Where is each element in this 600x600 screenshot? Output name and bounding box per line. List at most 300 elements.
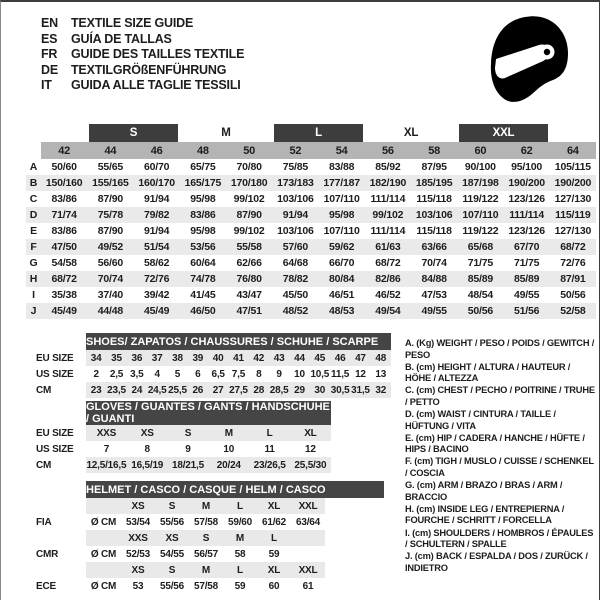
measurement-value: 123/126 [508, 193, 545, 205]
measurement-value: 70/80 [236, 161, 262, 173]
measurement-value: 87/91 [550, 271, 596, 287]
measurement-value: 177/187 [319, 175, 365, 191]
unit-label: Ø CM [90, 548, 117, 560]
size-value: 23/26,5 [249, 457, 290, 473]
language-code: EN [41, 16, 58, 30]
measurement-value: 87/90 [97, 225, 124, 237]
measurement-row [26, 207, 596, 223]
measurement-legend [405, 338, 597, 575]
helmet-size-row [26, 562, 384, 578]
measurement-value: 190/200 [550, 175, 596, 191]
measurement-value: 65/68 [457, 239, 503, 255]
helmet-size-value: 54/55 [159, 548, 185, 560]
measurement-value: 87/90 [97, 193, 124, 205]
size-value: S [168, 425, 209, 441]
measurement-value: 71/75 [513, 257, 540, 269]
measurement-value: 63/66 [411, 239, 457, 255]
guide-title: TEXTILGRÖßENFÜHRUNG [71, 62, 227, 77]
measurement-letter: A [29, 161, 38, 173]
measurement-value: 95/100 [511, 161, 543, 173]
measurement-value: 67/70 [504, 239, 550, 255]
size-value: 35 [106, 350, 126, 366]
footwear-accessory-tables [26, 333, 391, 594]
section-header-row [26, 401, 331, 425]
measurement-value: 83/88 [328, 161, 355, 173]
row-label: CM [36, 459, 52, 471]
measurement-value: 60/64 [190, 257, 216, 269]
size-column-header: 62 [504, 142, 550, 159]
size-value: 32 [371, 382, 391, 398]
measurement-value: 57/60 [272, 239, 318, 255]
size-value: 24,5 [147, 382, 167, 398]
size-value: 9 [276, 368, 282, 380]
measurement-row [26, 159, 596, 175]
measurement-value: 85/92 [375, 161, 401, 173]
size-number-row [26, 142, 596, 159]
size-value: 11 [264, 443, 275, 455]
measurement-value: 187/198 [457, 175, 503, 191]
measurement-value: 41/45 [190, 289, 216, 301]
language-code: DE [41, 62, 58, 77]
helmet-size-label: S [189, 530, 223, 546]
measurement-value: 46/51 [328, 289, 355, 301]
standard-label: ECE [36, 580, 56, 592]
measurement-value: 56/60 [97, 257, 124, 269]
size-value: XL [290, 425, 331, 441]
measurement-value: 182/190 [365, 175, 411, 191]
measurement-letter: C [29, 193, 38, 205]
measurement-value: 75/85 [282, 161, 309, 173]
measurement-letter: H [26, 271, 41, 287]
size-value: 37 [147, 350, 167, 366]
measurement-value: 91/94 [143, 225, 170, 237]
row-label: CM [36, 384, 52, 396]
measurement-value: 150/160 [41, 175, 87, 191]
measurement-value: 39/42 [143, 289, 170, 301]
legend-item: F. (cm) TIGH / MUSLO / CUISSE / SCHENKEL / COSCIA [405, 456, 594, 479]
measurement-row [26, 223, 596, 239]
language-row [41, 32, 244, 48]
helmet-size-label: M [223, 530, 257, 546]
helmet-size-value: 53/54 [125, 516, 151, 528]
measurement-value: 55/58 [226, 239, 272, 255]
helmet-size-label: L [257, 530, 291, 546]
measurement-value: 107/110 [323, 193, 360, 205]
measurement-value: 45/49 [134, 303, 180, 319]
size-value: 20/24 [208, 457, 249, 473]
textile-size-table [26, 124, 596, 319]
size-value: 30 [310, 382, 330, 398]
size-value: 10,5 [310, 368, 330, 380]
measurement-value: 48/52 [272, 303, 318, 319]
measurement-value: 123/126 [508, 225, 545, 237]
measurement-value: 103/106 [277, 193, 314, 205]
gloves-size-table [26, 401, 331, 473]
measurement-value: 45/50 [282, 289, 309, 301]
measurement-value: 115/119 [550, 207, 596, 223]
measurement-value: 47/50 [41, 239, 87, 255]
guide-title: GUIDE DES TAILLES TEXTILE [71, 47, 245, 61]
measurement-letter: B [26, 175, 41, 191]
measurement-value: 64/68 [282, 257, 309, 269]
measurement-value: 49/54 [365, 303, 411, 319]
helmet-size-label: S [155, 498, 189, 514]
section-header-row [26, 481, 384, 498]
measurement-row [26, 175, 596, 191]
measurement-value: 170/180 [226, 175, 272, 191]
helmet-size-value: 59 [268, 548, 280, 560]
size-value: 2 [93, 368, 99, 380]
measurement-value: 68/72 [375, 257, 401, 269]
measurement-value: 173/183 [272, 175, 318, 191]
size-value: 48 [371, 350, 391, 366]
size-value: M [208, 425, 249, 441]
size-value: 46 [330, 350, 350, 366]
size-value: 25,5 [167, 382, 187, 398]
measurement-value: 44/48 [87, 303, 133, 319]
standard-label: FIA [36, 516, 52, 528]
helmet-size-row [26, 530, 384, 546]
language-code: IT [41, 78, 52, 92]
legend-item: B. (cm) HEIGHT / ALTURA / HAUTEUR / HÖHE / ALTEZZA [405, 361, 571, 384]
measurement-row [26, 239, 596, 255]
helmet-size-value: 61/62 [261, 516, 287, 528]
measurement-value: 85/89 [504, 271, 550, 287]
table-row [26, 382, 391, 398]
language-row [41, 78, 244, 94]
size-value: 23 [86, 382, 106, 398]
measurement-value: 95/98 [190, 193, 216, 205]
size-value: 12 [305, 443, 316, 455]
section-header-row [26, 333, 391, 350]
size-value: 7,5 [231, 368, 246, 380]
language-code: ES [41, 31, 58, 46]
helmet-value-row [26, 578, 384, 594]
helmet-size-value: 55/56 [159, 516, 185, 528]
measurement-letter: J [26, 303, 41, 319]
size-value: XS [127, 425, 168, 441]
size-group-row [26, 124, 596, 142]
measurement-value: 91/94 [272, 207, 318, 223]
size-column-header: 46 [134, 142, 180, 159]
measurement-row [26, 303, 596, 319]
measurement-value: 68/72 [41, 271, 87, 287]
measurement-value: 70/74 [87, 271, 133, 287]
helmet-size-label [291, 530, 325, 546]
size-column-header: 44 [87, 142, 133, 159]
size-value: 5 [174, 368, 181, 380]
size-value: 44 [289, 350, 309, 366]
measurement-value: 49/55 [411, 303, 457, 319]
measurement-value: 107/110 [323, 225, 360, 237]
table-row [26, 350, 391, 366]
size-column-header: 58 [411, 142, 457, 159]
measurement-value: 76/80 [226, 271, 272, 287]
table-row [26, 441, 331, 457]
helmet-size-label: XXL [291, 562, 325, 578]
size-column-header: 56 [365, 142, 411, 159]
measurement-value: 70/74 [421, 257, 447, 269]
measurement-value: 37/40 [97, 289, 124, 301]
legend-item: G. (cm) ARM / BRAZO / BRAS / ARM / BRACCIO [405, 480, 563, 502]
measurement-value: 90/100 [464, 161, 496, 173]
size-value: 40 [208, 350, 228, 366]
size-value: 47 [350, 350, 370, 366]
measurement-value: 103/106 [411, 207, 457, 223]
measurement-letter: E [30, 225, 37, 237]
measurement-value: 99/102 [233, 225, 265, 237]
measurement-value: 46/52 [375, 289, 401, 301]
measurement-value: 53/56 [180, 239, 226, 255]
legend-item: D. (cm) WAIST / CINTURA / TAILLE / HÜFTUNG / VITA [405, 409, 556, 431]
size-value: 30,5 [330, 382, 350, 398]
measurement-value: 111/114 [504, 207, 550, 223]
size-group-label: M [221, 127, 231, 139]
measurement-value: 78/82 [272, 271, 318, 287]
measurement-value: 47/53 [421, 289, 447, 301]
measurement-value: 79/82 [134, 207, 180, 223]
legend-item: J. (cm) BACK / ESPALDA / DOS / ZURÜCK / INDIETRO [405, 551, 588, 573]
measurement-value: 47/51 [226, 303, 272, 319]
helmet-value-row [26, 514, 384, 530]
helmet-size-label: L [223, 562, 257, 578]
language-row [41, 47, 244, 63]
measurement-value: 119/122 [462, 225, 499, 237]
table-row [26, 425, 331, 441]
helmet-size-value: 55/56 [159, 580, 185, 592]
helmet-size-label: M [189, 498, 223, 514]
helmet-size-value: 53 [132, 580, 144, 592]
measurement-value: 55/65 [97, 161, 124, 173]
measurement-value: 46/50 [180, 303, 226, 319]
measurement-value: 119/122 [462, 193, 499, 205]
measurement-value: 51/56 [504, 303, 550, 319]
helmet-size-label: XS [121, 562, 155, 578]
helmet-size-label: XL [257, 498, 291, 514]
size-group-label: L [272, 124, 365, 142]
measurement-value: 99/102 [233, 193, 265, 205]
measurement-value: 95/98 [319, 207, 365, 223]
helmet-size-value: 59 [234, 580, 246, 592]
table-row [26, 457, 331, 473]
measurement-value: 66/70 [328, 257, 355, 269]
measurement-value: 87/90 [226, 207, 272, 223]
size-value: 38 [167, 350, 187, 366]
measurement-value: 84/88 [411, 271, 457, 287]
measurement-value: 49/55 [513, 289, 540, 301]
measurement-letter: F [26, 239, 41, 255]
measurement-row [26, 287, 596, 303]
helmet-size-value: 63/64 [295, 516, 321, 528]
size-value: 10 [223, 443, 235, 455]
helmet-size-value [291, 546, 325, 562]
measurement-value: 80/84 [319, 271, 365, 287]
language-row [41, 16, 244, 32]
section-title: SHOES/ ZAPATOS / CHAUSSURES / SCHUHE / SCARPE [86, 333, 391, 350]
language-title-list [41, 16, 244, 94]
helmet-size-value: 57/58 [193, 516, 219, 528]
unit-label: Ø CM [90, 580, 117, 592]
size-column-header: 60 [457, 142, 503, 159]
measurement-value: 155/165 [87, 175, 133, 191]
size-value: 24 [127, 382, 147, 398]
measurement-value: 35/38 [51, 289, 77, 301]
measurement-value: 115/118 [416, 193, 452, 205]
measurement-value: 83/86 [51, 193, 77, 205]
measurement-row [26, 255, 596, 271]
measurement-value: 99/102 [365, 207, 411, 223]
table-row [26, 366, 391, 382]
helmet-size-label: XS [121, 498, 155, 514]
helmet-size-label: L [223, 498, 257, 514]
measurement-letter: D [26, 207, 41, 223]
size-value: 10 [294, 368, 305, 380]
measurement-value: 54/58 [51, 257, 77, 269]
measurement-value: 82/86 [365, 271, 411, 287]
row-label: EU SIZE [36, 352, 74, 364]
helmet-size-value: 52/53 [125, 548, 151, 560]
size-value: 13 [375, 368, 387, 380]
size-value: 41 [228, 350, 248, 366]
measurement-value: 185/195 [411, 175, 457, 191]
size-value: 28 [249, 382, 269, 398]
guide-title: GUIDA ALLE TAGLIE TESSILI [71, 78, 241, 92]
helmet-size-table [26, 481, 384, 594]
size-column-header: 64 [550, 142, 596, 159]
helmet-size-label: XL [257, 562, 291, 578]
measurement-value: 83/86 [180, 207, 226, 223]
helmet-size-value: 60 [268, 580, 280, 592]
row-label: US SIZE [36, 443, 74, 455]
size-column-header: 52 [272, 142, 318, 159]
size-value: 27 [208, 382, 228, 398]
helmet-size-value: 61 [302, 580, 314, 592]
measurement-value: 68/72 [550, 239, 596, 255]
size-value: 23,5 [106, 382, 126, 398]
measurement-value: 62/66 [236, 257, 262, 269]
helmet-size-row [26, 498, 384, 514]
measurement-value: 58/62 [143, 257, 170, 269]
legend-item: C. (cm) CHEST / PECHO / POITRINE / TRUHE / PETTO [405, 385, 595, 407]
size-value: 16,5/19 [127, 457, 168, 473]
guide-title: TEXTILE SIZE GUIDE [71, 16, 194, 30]
size-value: 29 [289, 382, 309, 398]
language-row [41, 63, 244, 79]
size-value: 28,5 [269, 382, 289, 398]
racing-helmet-icon [487, 14, 571, 108]
size-value: 7 [103, 443, 110, 455]
size-value: L [249, 425, 290, 441]
measurement-value: 87/95 [421, 161, 447, 173]
measurement-row [26, 271, 596, 287]
helmet-value-row [26, 546, 384, 562]
measurement-value: 51/54 [134, 239, 180, 255]
size-group-label: S [87, 124, 180, 142]
helmet-size-value: 58 [234, 548, 246, 560]
size-value: 27,5 [228, 382, 248, 398]
measurement-value: 103/106 [277, 225, 314, 237]
size-value: 8 [144, 443, 150, 455]
row-label: US SIZE [36, 368, 74, 380]
size-value: 8 [256, 368, 262, 380]
size-value: 31,5 [350, 382, 370, 398]
measurement-value: 83/86 [51, 225, 77, 237]
measurement-value: 74/78 [180, 271, 226, 287]
legend-item: H. (cm) INSIDE LEG / ENTREPIERNA / FOURCHE / SCHRITT / FORCELLA [405, 503, 565, 526]
measurement-value: 65/75 [190, 161, 216, 173]
size-group-label: XXL [457, 124, 550, 142]
size-value: 3,5 [130, 368, 144, 380]
measurement-value: 49/52 [87, 239, 133, 255]
language-code: FR [41, 47, 58, 61]
size-value: 43 [269, 350, 289, 366]
size-value: 45 [310, 350, 330, 366]
size-column-header: 54 [319, 142, 365, 159]
legend-item: A. (Kg) WEIGHT / PESO / POIDS / GEWITCH / PESO [405, 338, 595, 360]
size-value: 26 [188, 382, 208, 398]
measurement-value: 160/170 [134, 175, 180, 191]
measurement-value: 75/78 [87, 207, 133, 223]
measurement-value: 107/110 [457, 207, 503, 223]
helmet-size-label: M [189, 562, 223, 578]
measurement-row [26, 191, 596, 207]
size-value: 39 [188, 350, 208, 366]
size-value: 18/21,5 [168, 457, 209, 473]
size-value: 42 [249, 350, 269, 366]
size-value: 34 [86, 350, 106, 366]
size-value: 11,5 [331, 368, 350, 380]
measurement-value: 50/60 [51, 161, 77, 173]
measurement-value: 45/49 [41, 303, 87, 319]
measurement-value: 190/200 [504, 175, 550, 191]
measurement-value: 72/76 [560, 257, 586, 269]
shoes-size-table [26, 333, 391, 398]
size-column-header: 50 [226, 142, 272, 159]
helmet-size-label: XXS [121, 530, 155, 546]
size-value: 4 [154, 368, 160, 380]
size-value: 12 [355, 368, 366, 380]
helmet-size-label: S [155, 562, 189, 578]
legend-item: I. (cm) SHOULDERS / HOMBROS / ÉPAULES / SCHULTERN / SPALLE [405, 527, 594, 550]
size-value: 2,5 [109, 368, 124, 380]
row-label: EU SIZE [36, 427, 74, 439]
measurement-value: 59/62 [319, 239, 365, 255]
helmet-size-value: 56/57 [193, 548, 219, 560]
standard-label: CMR [36, 548, 59, 560]
measurement-value: 111/114 [370, 193, 406, 205]
size-value: 6,5 [211, 368, 225, 380]
legend-item: E. (cm) HIP / CADERA / HANCHE / HÜFTE / HIPS / BACINO [405, 432, 585, 455]
size-value: 9 [185, 443, 191, 455]
section-title: HELMET / CASCO / CASQUE / HELM / CASCO [86, 481, 384, 498]
measurement-value: 61/63 [365, 239, 411, 255]
helmet-size-value: 57/58 [193, 580, 219, 592]
measurement-value: 95/98 [190, 225, 216, 237]
measurement-letter: I [32, 289, 35, 301]
size-value: 36 [127, 350, 147, 366]
measurement-value: 85/89 [457, 271, 503, 287]
unit-label: Ø CM [90, 516, 117, 528]
measurement-value: 91/94 [143, 193, 170, 205]
size-value: XXS [86, 425, 127, 441]
measurement-value: 43/47 [236, 289, 262, 301]
measurement-value: 127/130 [554, 193, 592, 205]
measurement-value: 71/75 [467, 257, 494, 269]
measurement-value: 105/115 [554, 161, 591, 173]
size-value: 25,5/30 [290, 457, 331, 473]
helmet-size-label: XXL [291, 498, 325, 514]
section-title: GLOVES / GUANTES / GANTS / HANDSCHUHE / GUANTI [86, 401, 330, 425]
